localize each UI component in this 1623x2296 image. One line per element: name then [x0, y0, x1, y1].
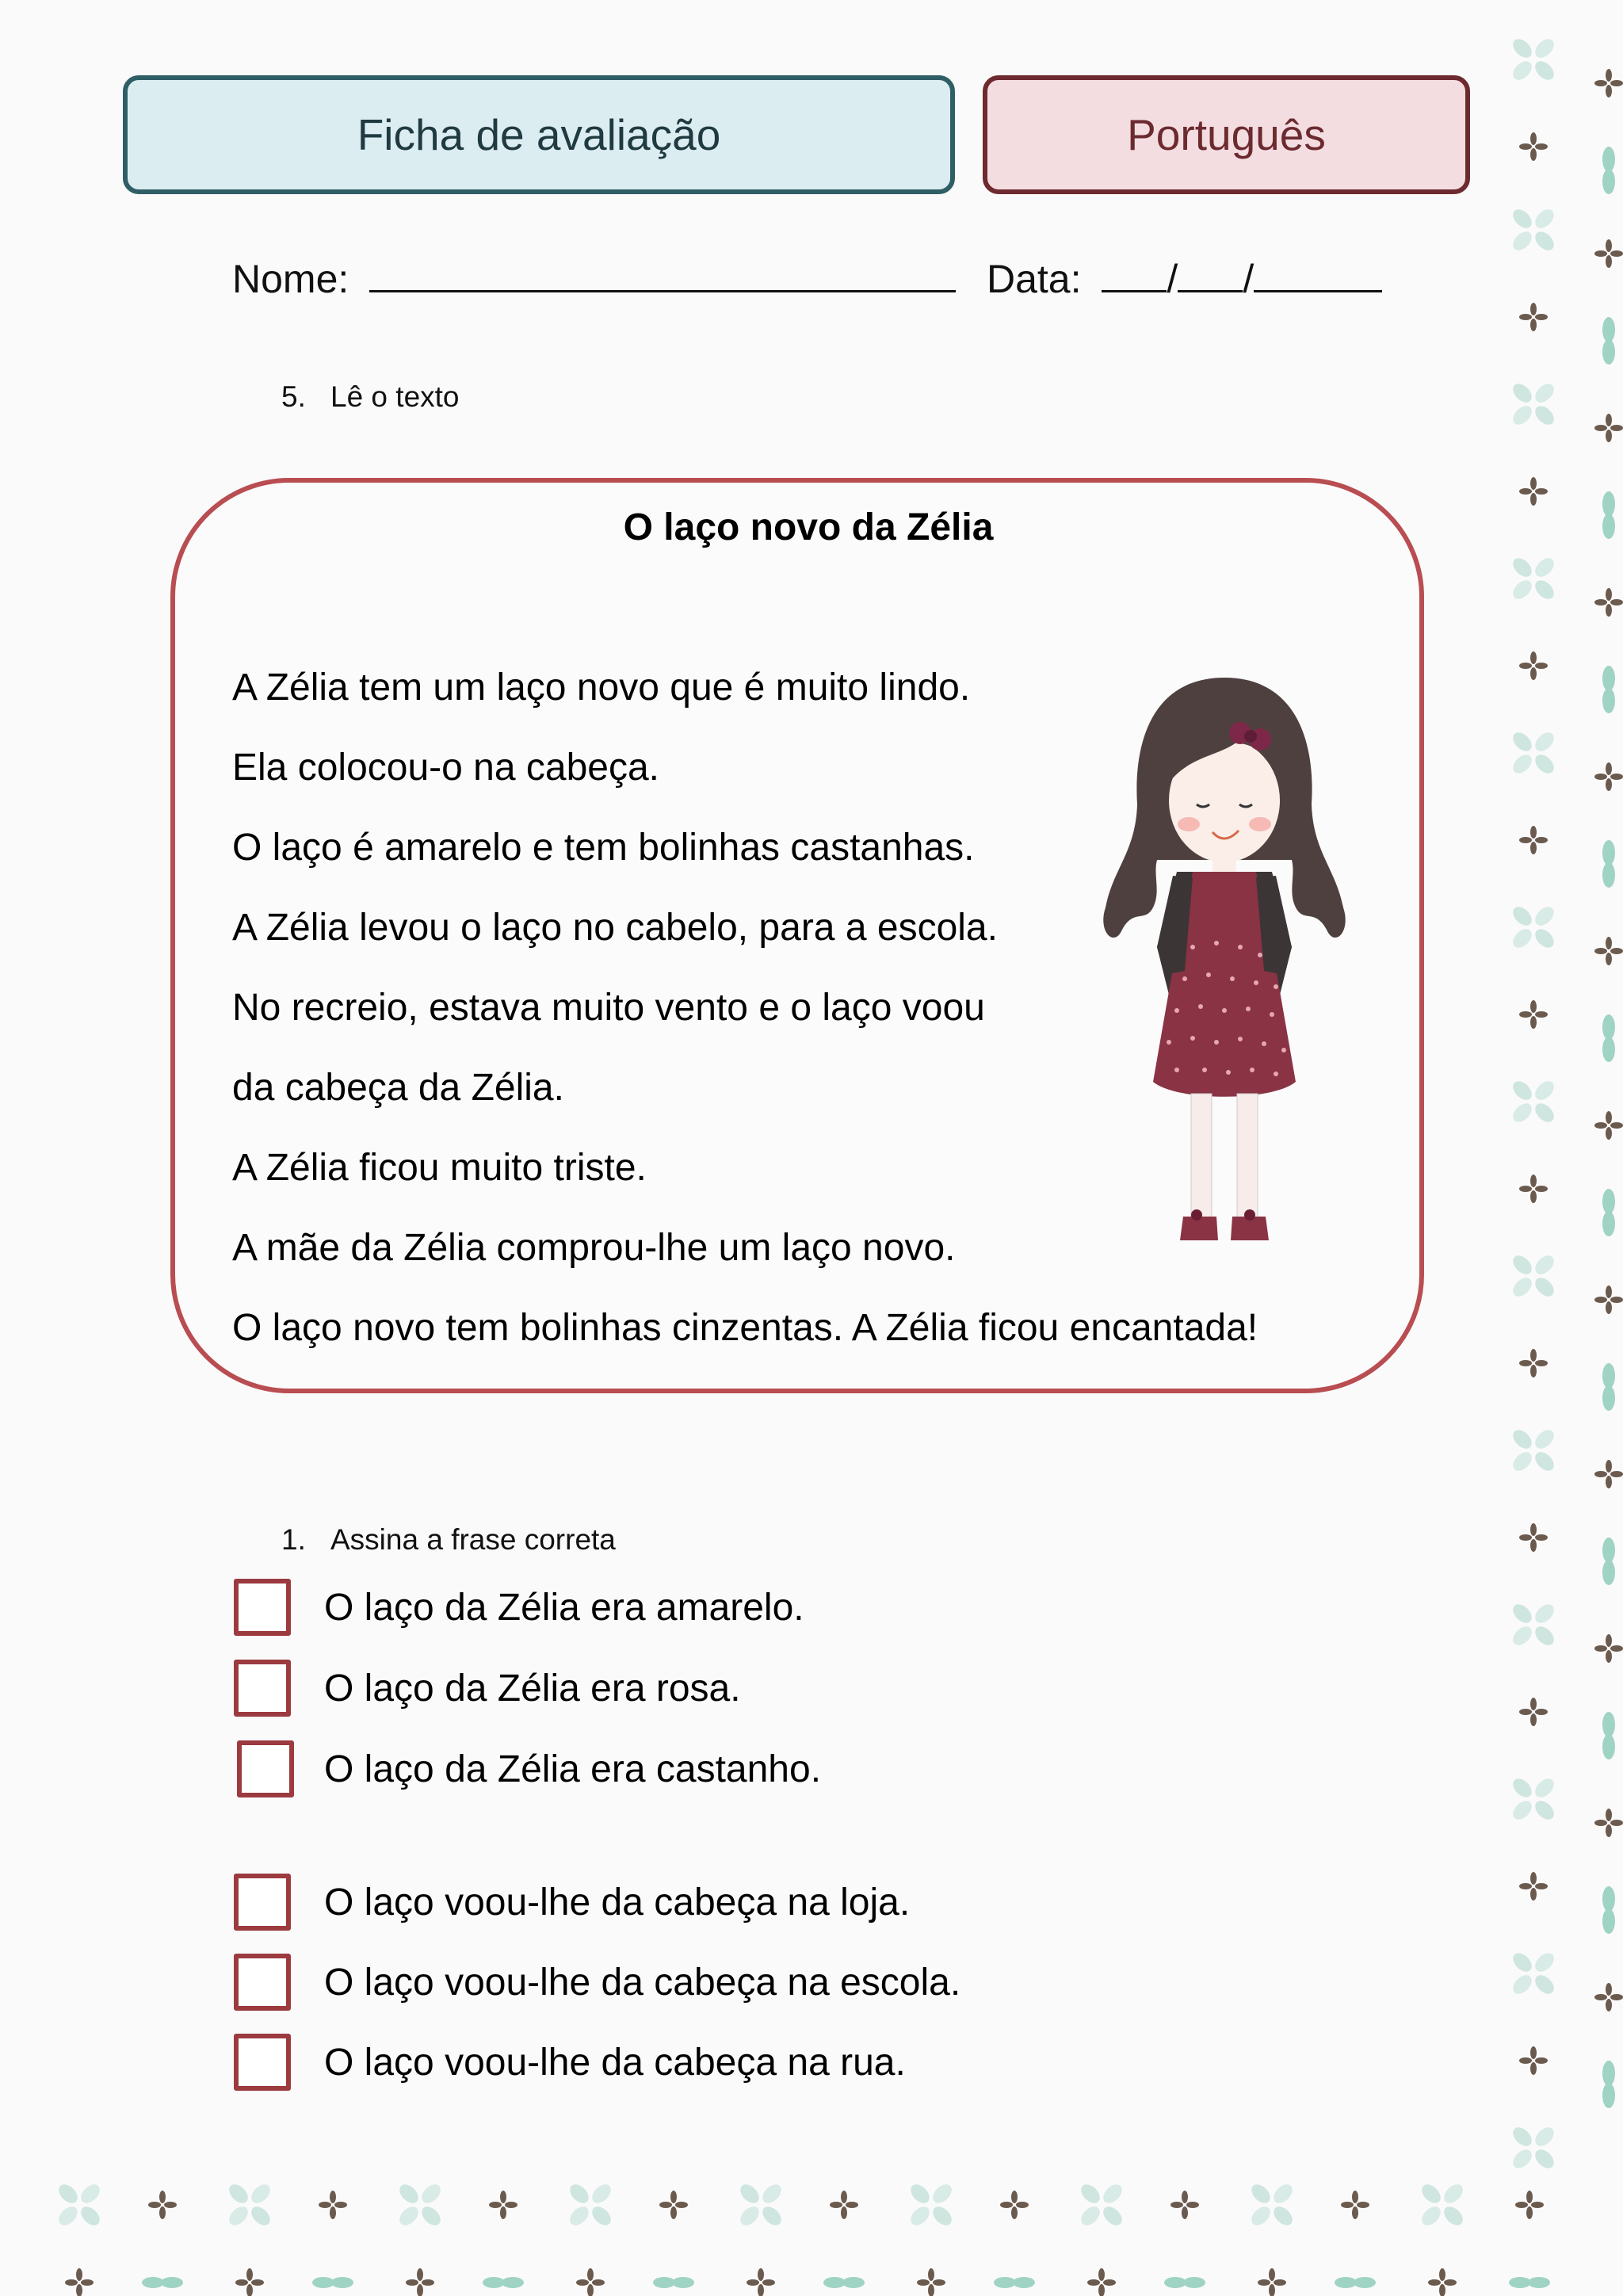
- decorative-flower-border-right: [1498, 24, 1623, 2179]
- answer-checkbox[interactable]: [234, 1660, 291, 1717]
- story-line: A Zélia levou o laço no cabelo, para a escola.: [232, 907, 998, 949]
- answer-option: [234, 1736, 821, 1802]
- story-line: A mãe da Zélia comprou-lhe um laço novo.: [232, 1227, 956, 1269]
- instruction-number: 5.: [281, 380, 306, 413]
- answer-checkbox[interactable]: [234, 2034, 291, 2091]
- date-month-blank[interactable]: [1178, 255, 1243, 292]
- answer-checkbox[interactable]: [234, 1954, 291, 2011]
- story-line: da cabeça da Zélia.: [232, 1067, 564, 1109]
- worksheet-title-box: [123, 75, 955, 194]
- date-label: Data:: [987, 257, 1082, 301]
- story-line: O laço novo tem bolinhas cinzentas. A Zélia ficou encantada!: [232, 1307, 1258, 1349]
- answer-option: [234, 1574, 804, 1641]
- date-field: [987, 255, 1382, 302]
- decorative-flower-border-bottom: [0, 2172, 1623, 2296]
- story-line: A Zélia tem um laço novo que é muito lindo.: [232, 667, 971, 709]
- answer-option-label: O laço voou-lhe da cabeça na rua.: [324, 2041, 906, 2084]
- date-day-blank[interactable]: [1102, 255, 1167, 292]
- answer-option: [234, 1869, 910, 1935]
- answer-option-label: O laço da Zélia era castanho.: [324, 1748, 822, 1790]
- answer-option-label: O laço da Zélia era amarelo.: [324, 1586, 804, 1629]
- answer-option-label: O laço da Zélia era rosa.: [324, 1667, 741, 1710]
- name-label: Nome:: [232, 257, 349, 301]
- answer-option-label: O laço voou-lhe da cabeça na loja.: [324, 1881, 911, 1924]
- story-line: O laço é amarelo e tem bolinhas castanhas.: [232, 827, 975, 869]
- story-line: No recreio, estava muito vento e o laço voou: [232, 987, 985, 1029]
- instruction-read-text: [281, 380, 460, 414]
- answer-option-label: O laço voou-lhe da cabeça na escola.: [324, 1961, 961, 2004]
- story-line: A Zélia ficou muito triste.: [232, 1147, 647, 1189]
- answer-option: [234, 1949, 960, 2015]
- date-year-blank[interactable]: [1254, 255, 1382, 292]
- instruction-text: Lê o texto: [330, 380, 460, 413]
- instruction-mark-correct: [281, 1523, 616, 1557]
- instruction-text: Assina a frase correta: [330, 1523, 616, 1556]
- story-line: Ela colocou-o na cabeça.: [232, 747, 660, 789]
- story-title: O laço novo da Zélia: [623, 506, 994, 548]
- answer-option: [234, 2029, 906, 2095]
- name-field: [232, 255, 956, 302]
- subject-title: Português: [1127, 110, 1326, 159]
- instruction-number: 1.: [281, 1523, 306, 1556]
- answer-option: [234, 1655, 741, 1721]
- girl-illustration: [1098, 670, 1351, 1256]
- answer-checkbox[interactable]: [237, 1740, 294, 1797]
- answer-checkbox[interactable]: [234, 1874, 291, 1931]
- date-separator-2: /: [1243, 257, 1254, 301]
- subject-title-box: [983, 75, 1470, 194]
- worksheet-title: Ficha de avaliação: [357, 110, 721, 159]
- name-blank-line[interactable]: [369, 255, 956, 292]
- date-separator-1: /: [1167, 257, 1178, 301]
- answer-checkbox[interactable]: [234, 1579, 291, 1636]
